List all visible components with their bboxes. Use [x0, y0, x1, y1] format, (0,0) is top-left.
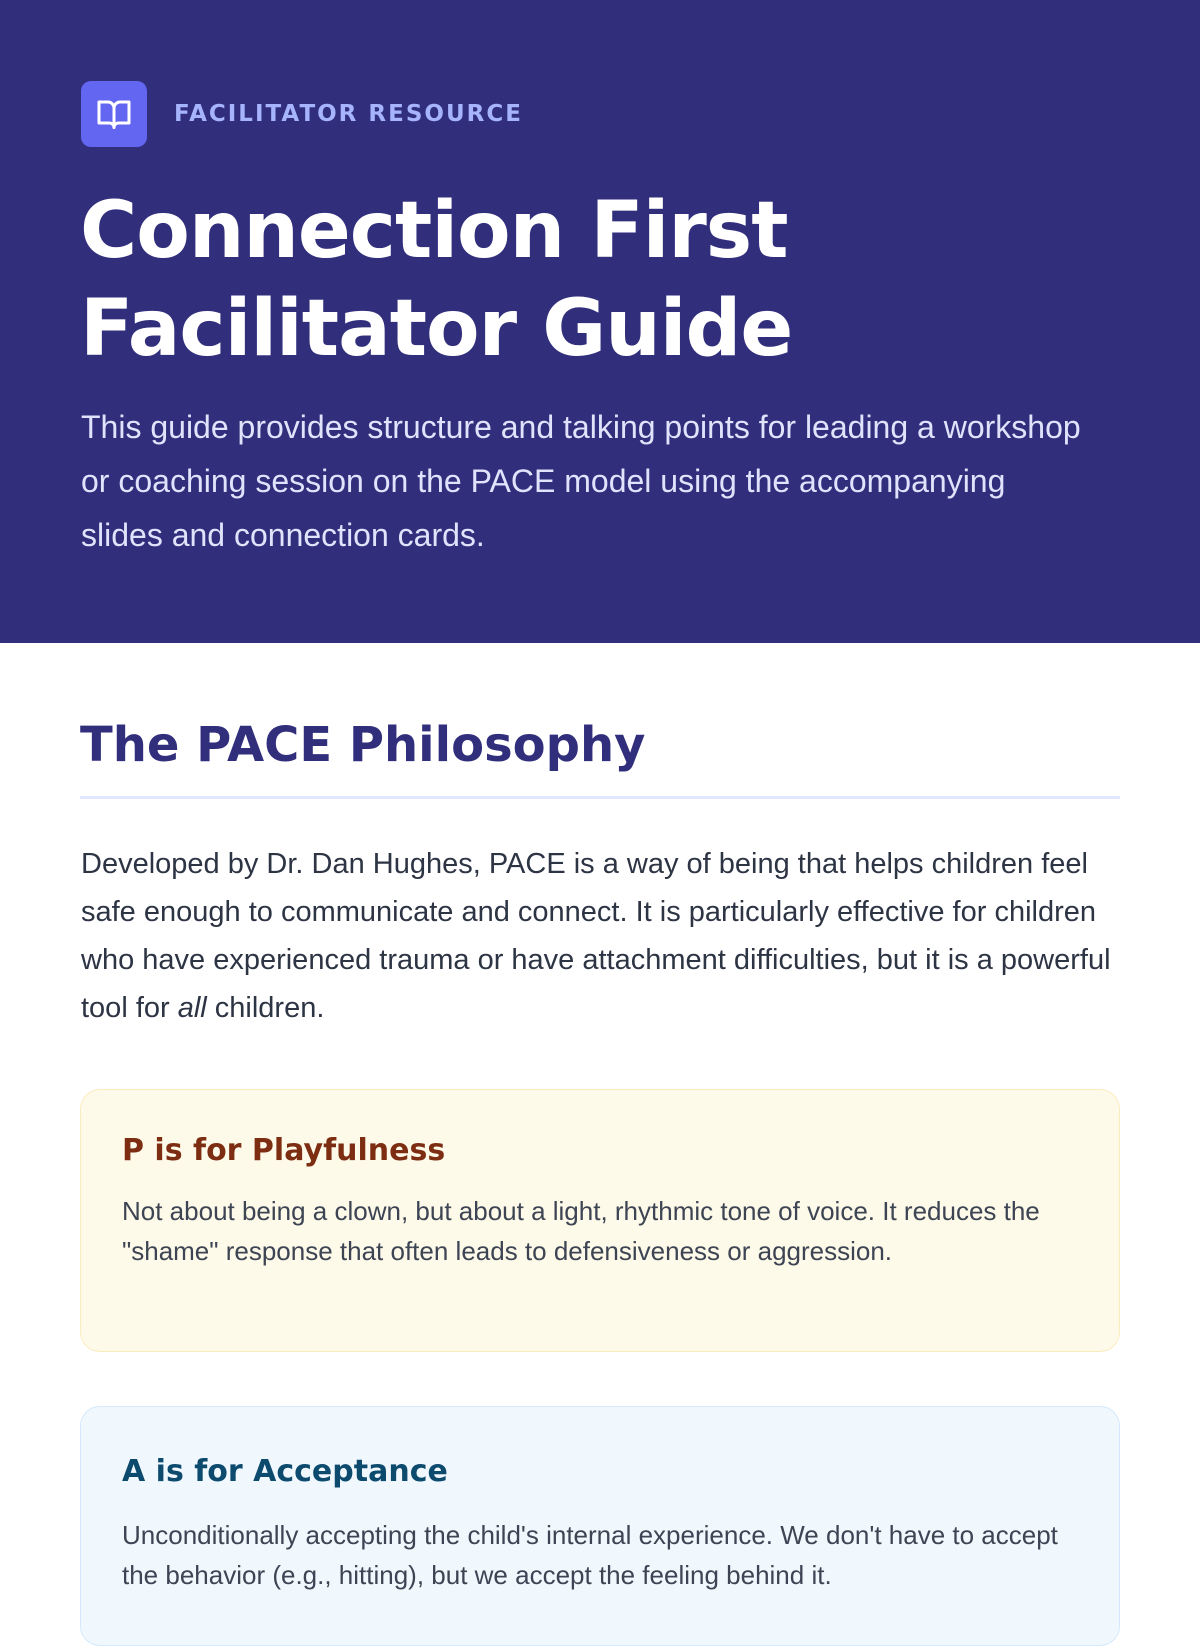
- section-title: The PACE Philosophy: [80, 717, 646, 773]
- hero-description: This guide provides structure and talking points for leading a workshop or coaching session on the PACE model using the accompanying slides and connection cards.: [81, 409, 1081, 553]
- card-title: P is for Playfulness: [122, 1133, 446, 1168]
- card-body: Unconditionally accepting the child's internal experience. We don't have to accept the behavior (e.g., hitting), but we accept the feeling behind it.: [122, 1520, 1058, 1590]
- book-open-icon: [81, 81, 147, 147]
- playfulness-card: [80, 1089, 1120, 1352]
- title-line-1: Connection First: [80, 186, 788, 276]
- title-line-2: Facilitator Guide: [80, 284, 793, 374]
- page-title: [80, 182, 1080, 378]
- section-divider: [80, 796, 1120, 799]
- acceptance-card: [80, 1406, 1120, 1646]
- eyebrow-label: FACILITATOR RESOURCE: [174, 101, 523, 127]
- intro-text-end: children.: [206, 992, 325, 1024]
- section-intro: [81, 840, 1126, 1032]
- card-title: A is for Acceptance: [122, 1454, 448, 1489]
- card-body: Not about being a clown, but about a light, rhythmic tone of voice. It reduces the "shame" response that often leads to defensiveness or aggression.: [122, 1196, 1040, 1266]
- intro-text: Developed by Dr. Dan Hughes, PACE is a way of being that helps children feel safe enough to communicate and connect. It is particularly effective for children who have experienced trauma or have attachment difficulties, but it is a powerful tool for: [81, 848, 1111, 1024]
- resource-badge: [81, 81, 523, 147]
- intro-emphasis: all: [177, 992, 207, 1024]
- hero-banner: [0, 0, 1200, 643]
